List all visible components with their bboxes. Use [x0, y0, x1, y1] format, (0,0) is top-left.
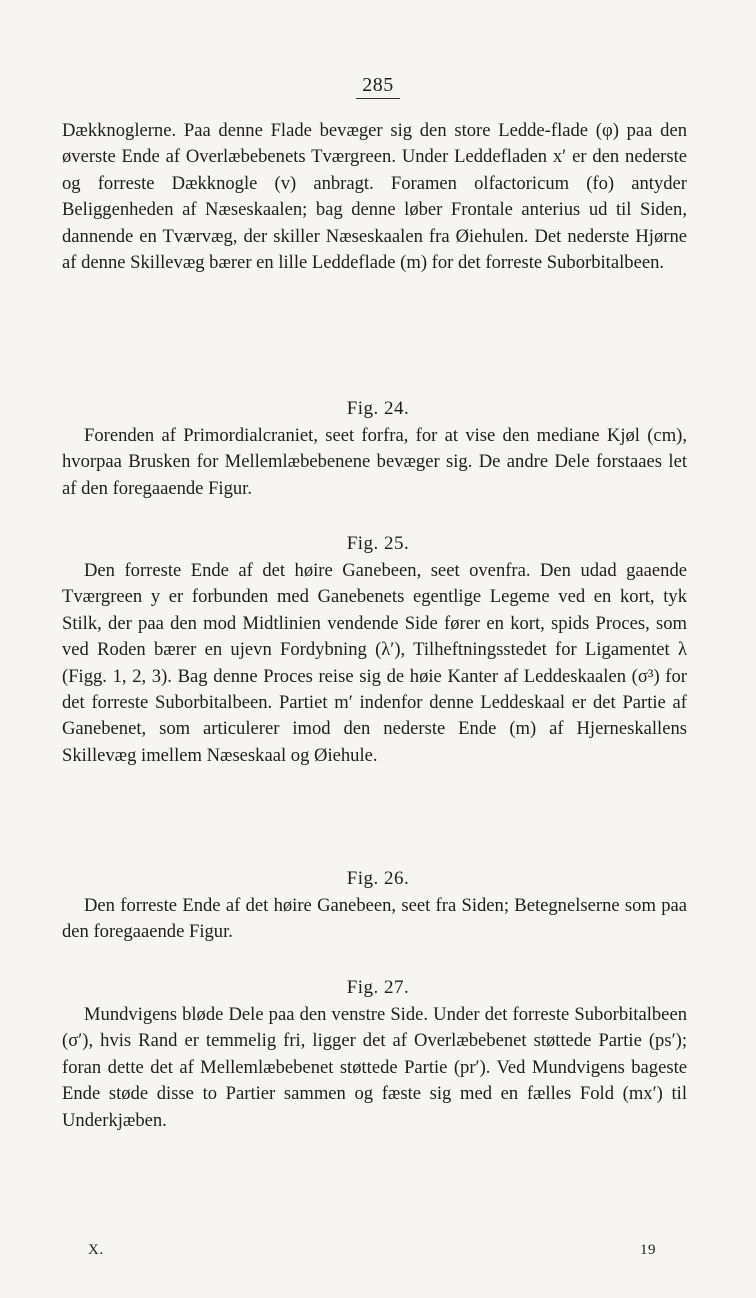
fig-26-heading: Fig. 26. — [346, 868, 410, 889]
signature-mark-left: X. — [88, 1242, 104, 1258]
fig-27-heading: Fig. 27. — [346, 977, 410, 998]
signature-mark-right: 19 — [640, 1242, 656, 1258]
fig-27-caption: Mundvigens bløde Dele paa den venstre Side. Under det forreste Suborbitalbeen (σ′), hvis Rand er temmelig fri, ligger det af Overlæbebenet støttede Partie (ps′); foran dette det af Mellemlæbebenet støttede Partie (pr′). Ved Mundvigens bageste Ende støde disse to Partier sammen og fæste sig med en fælles Fold (mx′) til Underkjæben. — [62, 1004, 687, 1131]
fig-26-caption: Den forreste Ende af det høire Ganebeen, seet fra Siden; Betegnelserne som paa den foregaaende Figur. — [62, 895, 687, 943]
fig-24-heading: Fig. 24. — [346, 398, 410, 419]
fig-25-heading: Fig. 25. — [346, 533, 410, 554]
fig-24-caption: Forenden af Primordialcraniet, seet forfra, for at vise den mediane Kjøl (cm), hvorpaa Brusken for Mellemlæbebenene bevæger sig. De andre Dele forstaaes let af den foregaaende Figur. — [62, 425, 687, 499]
fig-25-caption: Den forreste Ende af det høire Ganebeen, seet ovenfra. Den udad gaaende Tværgreen y er forbunden med Ganebenets egentlige Legeme ved en kort, tyk Stilk, der paa den mod Midtlinien vendende Side fører en kort, spids Proces, som ved Roden bærer en ujevn Fordybning (λ′), Tilheftningsstedet for Ligamentet λ (Figg. 1, 2, 3). Bag denne Proces reise sig de høie Kanter af Leddeskaalen (σ³) for det forreste Suborbitalbeen. Partiet m′ indenfor denne Leddeskaal er det Partie af Ganebenet, som articulerer imod den nederste Ende (m) af Hjerneskallens Skillevæg imellem Næseskaal og Øiehule. — [62, 560, 687, 766]
opening-paragraph: Dækknoglerne. Paa denne Flade bevæger sig den store Ledde-flade (φ) paa den øverste Ende af Overlæbebenets Tværgreen. Under Leddefladen x′ er den nederste og forreste Dækknogle (v) anbragt. Foramen olfactoricum (fo) antyder Beliggenheden af Næseskaalen; bag denne løber Frontale anterius ud til Siden, dannende en Tværvæg, der skiller Næseskaalen fra Øiehulen. Det nederste Hjørne af denne Skillevæg bærer en lille Leddeflade (m) for det forreste Suborbitalbeen. — [62, 120, 687, 274]
page-number: 285 — [0, 74, 756, 99]
